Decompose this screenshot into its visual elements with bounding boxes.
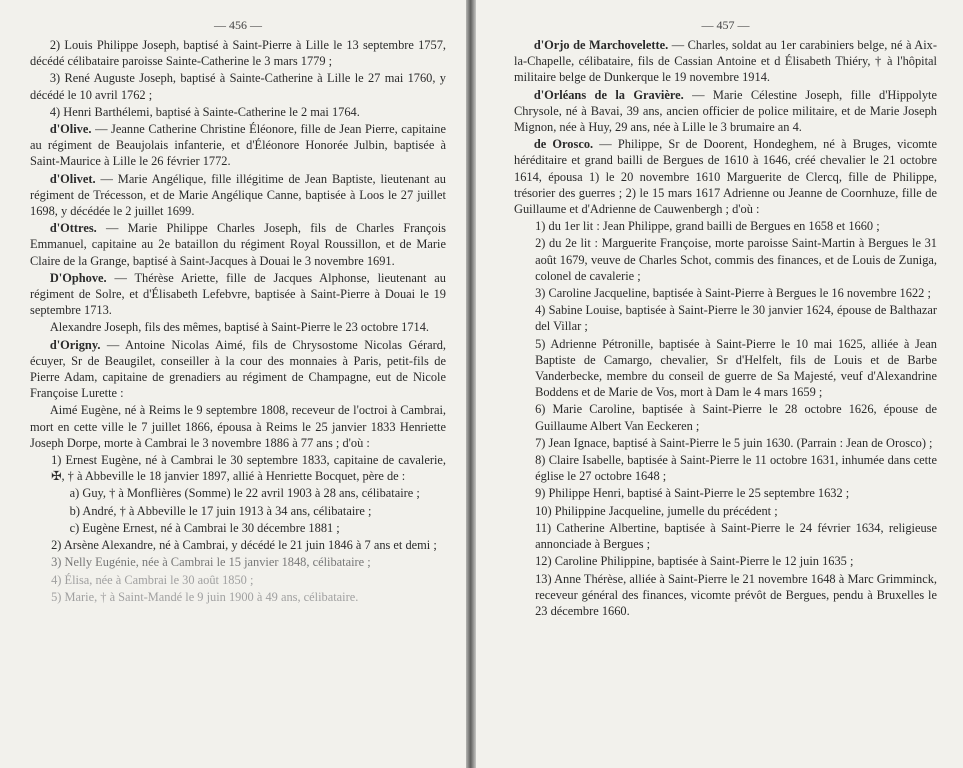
paragraph [30,452,446,484]
paragraph [30,220,446,269]
paragraph-text: 2) Louis Philippe Joseph, baptisé à Saint-Pierre à Lille le 13 septembre 1757, décédé célibataire paroisse Sainte-Catherine le 3 mars 1779 ; [30,38,446,69]
paragraph-text: a) Guy, † à Monflières (Somme) le 22 avril 1903 à 28 ans, célibataire ; [69,486,420,501]
paragraph [514,136,937,217]
paragraph-text: 6) Marie Caroline, baptisée à Saint-Pierre le 28 octobre 1626, épouse de Guillaume Albert Van Eeckeren ; [535,402,937,433]
paragraph-text: 10) Philippine Jacqueline, jumelle du précédent ; [535,503,778,518]
paragraph [514,401,937,433]
paragraph-text: 5) Marie, † à Saint-Mandé le 9 juin 1900 à 49 ans, célibataire. [51,589,359,604]
entry-name: d'Orjo de Marchovelette. [533,38,669,52]
paragraph-text: 7) Jean Ignace, baptisé à Saint-Pierre le 5 juin 1630. (Parrain : Jean de Orosco) ; [535,435,933,450]
paragraph [514,435,937,451]
paragraph-text: 5) Adrienne Pétronille, baptisée à Saint-Pierre le 10 mai 1625, alliée à Jean Baptiste de Camargo, chevalier, Sr d'Helfelt, fils de Louis et de Barbe Vanderbecke, membre du conseil de guerre de Sa Majesté, veuf d'Alexandrine Boddens et de Marie de Vos, mort à Dam le 4 mars 1659 ; [535,336,937,400]
paragraph [30,402,446,451]
paragraph-text: 11) Catherine Albertine, baptisée à Saint-Pierre le 24 février 1634, religieuse annonciade à Bergues ; [535,520,937,552]
entry-name: d'Olive. [49,122,92,137]
paragraph [514,452,937,484]
paragraph [30,319,446,335]
entry-name: d'Olivet. [49,171,96,186]
paragraph [514,37,937,86]
paragraph [30,37,446,69]
paragraph-text: b) André, † à Abbeville le 17 juin 1913 à 34 ans, célibataire ; [69,503,372,518]
paragraph [514,520,937,552]
page-body [514,37,937,619]
paragraph-text: 8) Claire Isabelle, baptisée à Saint-Pierre le 11 octobre 1631, inhumée dans cette église le 27 octobre 1648 ; [535,453,937,484]
paragraph [514,503,937,519]
paragraph-text: 4) Sabine Louise, baptisée à Saint-Pierre le 30 janvier 1624, épouse de Balthazar del Villar ; [535,303,937,334]
entry-name: D'Ophove. [49,270,107,285]
entry-name: d'Origny. [49,337,101,352]
paragraph-text: Aimé Eugène, né à Reims le 9 septembre 1808, receveur de l'octroi à Cambrai, mort en cette ville le 7 juillet 1866, épousa à Reims le 25 janvier 1833 Henriette Joseph Dorpe, morte à Cambrai le 3 novembre 1886 à 77 ans ; d'où : [30,403,446,450]
paragraph [514,571,937,620]
paragraph [30,554,446,570]
paragraph-text: — Jeanne Catherine Christine Éléonore, fille de Jean Pierre, capitaine au régiment de Beaujolais infanterie, et d'Éléonore Honorée Julbin, baptisée à Saint-Maurice à Lille le 26 février 1772. [30,122,446,169]
paragraph [30,270,446,319]
paragraph-text: 4) Henri Barthélemi, baptisé à Sainte-Catherine le 2 mai 1764. [49,104,360,119]
paragraph-text: 9) Philippe Henri, baptisé à Saint-Pierre le 25 septembre 1632 ; [535,486,850,501]
paragraph [30,520,446,536]
paragraph-text: 4) Élisa, née à Cambrai le 30 août 1850 ; [51,572,254,587]
entry-name: de Orosco. [533,137,594,152]
paragraph-text: 1) du 1er lit : Jean Philippe, grand bailli de Bergues en 1658 et 1660 ; [535,219,880,234]
page-number: — 457 — [701,18,750,32]
paragraph-text: 2) du 2e lit : Marguerite Françoise, morte paroisse Saint-Martin à Bergues le 31 août 1679, veuve de Charles Schot, commis des finances, et de Louis de Zuniga, colonel de cavalerie ; [535,236,937,283]
paragraph-text: — Philippe, Sr de Doorent, Hondeghem, né à Bruges, vicomte héréditaire et grand bailli de Bergues de 1610 à 1646, créé chevalier le 21 octobre 1614, épousa 1) le 20 novembre 1610 Marguerite de Clercq, fille de Philippe, trésorier des guerres ; 2) le 15 mars 1617 Adrienne ou Jeanne de Coornhuze, fille de Guillaume et d'Adrienne de Cauwenbergh ; d'où : [514,137,937,217]
paragraph [30,70,446,102]
entry-name: d'Orléans de la Gravière. [533,87,684,102]
paragraph [30,589,446,605]
paragraph-text: 3) René Auguste Joseph, baptisé à Sainte-Catherine à Lille le 27 mai 1760, y décédé le 10 avril 1762 ; [30,71,446,102]
paragraph [514,553,937,569]
paragraph [30,337,446,402]
paragraph-text: — Marie Célestine Joseph, fille d'Hippolyte Chrysole, né à Bavai, 39 ans, ancien officier de police militaire, et de Marie Joseph Mignon, née à Huy, 29 ans, née à Lille le 3 brumaire an 4. [514,87,937,135]
paragraph [30,537,446,553]
page-body [30,37,446,605]
paragraph [514,218,937,234]
paragraph [30,171,446,220]
paragraph [30,572,446,588]
paragraph-text: — Marie Angélique, fille illégitime de Jean Baptiste, lieutenant au régiment de Trécesson, et de Marie Angélique Canne, baptisée à Loos le 27 juillet 1698, y décédée le 2 juillet 1699. [30,171,446,219]
paragraph [30,121,446,170]
paragraph [514,87,937,136]
right-page [476,0,963,768]
paragraph-text: 13) Anne Thérèse, alliée à Saint-Pierre le 21 novembre 1648 à Marc Grimminck, receveur général des finances, vicomte prévôt de Bergues, pendu à Bruxelles le 23 décembre 1660. [535,571,937,618]
paragraph [514,235,937,284]
paragraph-text: — Charles, soldat au 1er carabiniers belge, né à Aix-la-Chapelle, célibataire, fils de Cassian Antoine et d Élisabeth Thiéry, † à l'hôpital militaire belge de Dunkerque le 19 novembre 1914. [514,38,937,85]
paragraph [514,485,937,501]
paragraph [514,302,937,334]
paragraph-text: 3) Nelly Eugénie, née à Cambrai le 15 janvier 1848, célibataire ; [51,555,371,570]
paragraph-text: c) Eugène Ernest, né à Cambrai le 30 décembre 1881 ; [69,520,340,535]
paragraph-text: 1) Ernest Eugène, né à Cambrai le 30 septembre 1833, capitaine de cavalerie, ✠, † à Abbeville le 18 janvier 1897, allié à Henriette Bocquet, père de : [51,453,446,484]
paragraph-text: 12) Caroline Philippine, baptisée à Saint-Pierre le 12 juin 1635 ; [535,554,854,569]
paragraph [514,285,937,301]
paragraph [514,336,937,401]
paragraph [30,104,446,120]
paragraph-text: 3) Caroline Jacqueline, baptisée à Saint-Pierre à Bergues le 16 novembre 1622 ; [535,286,931,301]
paragraph-text: — Thérèse Ariette, fille de Jacques Alphonse, lieutenant au régiment de Solre, et d'Élisabeth Lefebvre, baptisée à Saint-Pierre à Douai le 19 septembre 1713. [30,270,446,318]
entry-name: d'Ottres. [49,221,97,236]
page-number: — 456 — [214,18,262,32]
left-page [0,0,466,768]
paragraph-text: 2) Arsène Alexandre, né à Cambrai, y décédé le 21 juin 1846 à 7 ans et demi ; [51,538,437,553]
paragraph-text: — Antoine Nicolas Aimé, fils de Chrysostome Nicolas Gérard, écuyer, Sr de Beaugilet, conseiller à la cour des monnaies à Paris, petit-fils de Pierre Adam, capitaine de grenadiers au régiment de Champagne, eut de Nicole Françoise Lurette : [30,337,446,401]
paragraph-text: — Marie Philippe Charles Joseph, fils de Charles François Emmanuel, capitaine au 2e bataillon du régiment Royal Roussillon, et de Marie Claire de la Grange, baptisé à Saint-Jacques à Douai le 3 novembre 1691. [30,221,446,268]
paragraph-text: Alexandre Joseph, fils des mêmes, baptisé à Saint-Pierre le 23 octobre 1714. [49,320,430,335]
paragraph [30,485,446,501]
book-gutter [466,0,476,768]
paragraph [30,503,446,519]
